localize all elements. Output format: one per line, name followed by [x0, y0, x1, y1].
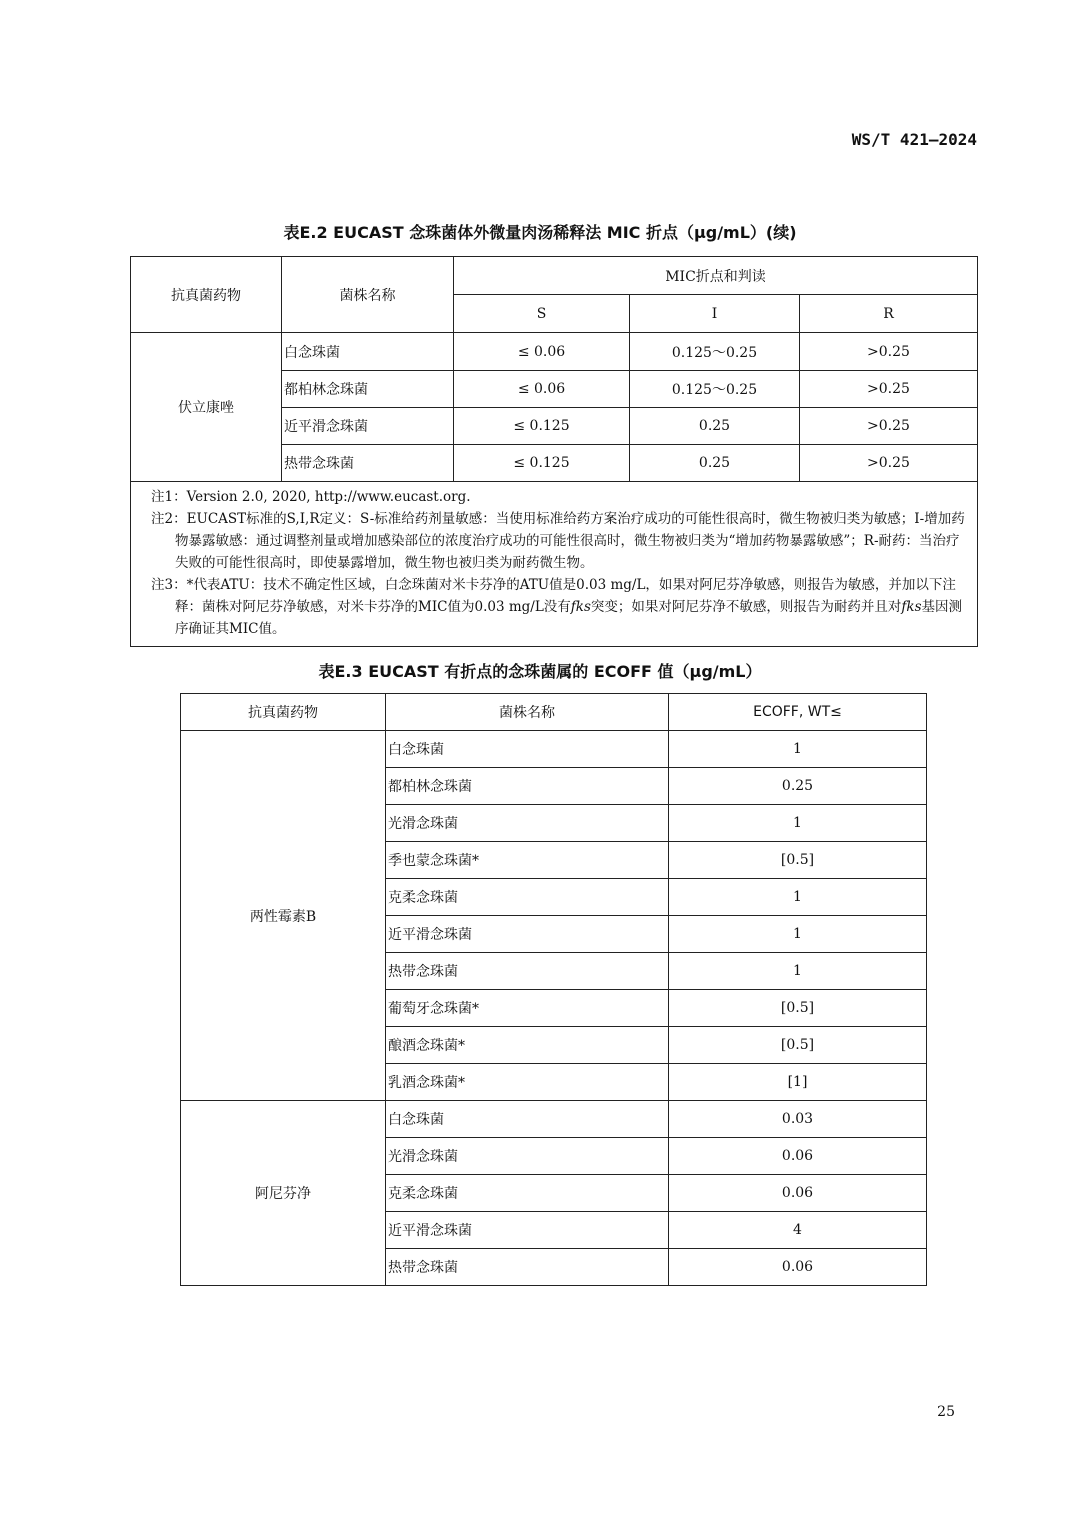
strain-name: 克柔念珠菌 — [386, 1175, 669, 1212]
drug-name: 两性霉素B — [181, 731, 386, 1101]
s-value: ≤ 0.125 — [454, 445, 630, 482]
strain-name: 都柏林念珠菌 — [386, 768, 669, 805]
r-value: >0.25 — [800, 371, 978, 408]
header-drug: 抗真菌药物 — [131, 257, 282, 333]
i-value: 0.125～0.25 — [630, 371, 800, 408]
ecoff-value: [0.5] — [669, 842, 927, 879]
table-e2 — [130, 256, 978, 647]
ecoff-value: 0.25 — [669, 768, 927, 805]
s-value: ≤ 0.06 — [454, 333, 630, 371]
drug-name: 阿尼芬净 — [181, 1101, 386, 1286]
note-3-part-a: 注3：*代表ATU：技术不确定性区域，白念珠菌对米卡芬净的ATU值是0.03 mg/L，如果对阿尼芬净敏感，则报告为敏感，并加以下注释：菌株对阿尼芬净敏感，对米卡芬净的MIC值为0.03 mg/L没有 — [151, 577, 956, 615]
header-r: R — [800, 295, 978, 333]
ecoff-value: [0.5] — [669, 1027, 927, 1064]
header-drug: 抗真菌药物 — [181, 694, 386, 731]
strain-name: 光滑念珠菌 — [386, 805, 669, 842]
strain-name: 近平滑念珠菌 — [386, 1212, 669, 1249]
note-3-part-b: 突变；如果对阿尼芬净不敏感，则报告为耐药并且对 — [590, 599, 902, 615]
strain-name: 热带念珠菌 — [386, 953, 669, 990]
i-value: 0.25 — [630, 408, 800, 445]
header-s: S — [454, 295, 630, 333]
ecoff-value: 0.06 — [669, 1138, 927, 1175]
strain-name: 近平滑念珠菌 — [386, 916, 669, 953]
strain-name: 葡萄牙念珠菌* — [386, 990, 669, 1027]
r-value: >0.25 — [800, 408, 978, 445]
header-ecoff: ECOFF, WT≤ — [669, 694, 927, 731]
ecoff-value: 1 — [669, 805, 927, 842]
strain-name: 光滑念珠菌 — [386, 1138, 669, 1175]
document-code: WS/T 421—2024 — [851, 130, 977, 149]
table-e3-caption: 表E.3 EUCAST 有折点的念珠菌属的 ECOFF 值（μg/mL） — [318, 662, 762, 681]
ecoff-value: 1 — [669, 731, 927, 768]
strain-name: 近平滑念珠菌 — [282, 408, 454, 445]
i-value: 0.125～0.25 — [630, 333, 800, 371]
table-row — [131, 333, 978, 371]
note-3-part-c: 基因测序确证其MIC值。 — [175, 599, 963, 637]
header-strain: 菌株名称 — [386, 694, 669, 731]
s-value: ≤ 0.06 — [454, 371, 630, 408]
note-1: 注1：Version 2.0, 2020, http://www.eucast.org. — [151, 489, 471, 505]
strain-name: 酿酒念珠菌* — [386, 1027, 669, 1064]
table-row — [181, 1101, 927, 1138]
ecoff-value: 1 — [669, 916, 927, 953]
ecoff-value: [1] — [669, 1064, 927, 1101]
strain-name: 热带念珠菌 — [386, 1249, 669, 1286]
ecoff-value: 1 — [669, 879, 927, 916]
ecoff-value: 0.03 — [669, 1101, 927, 1138]
strain-name: 白念珠菌 — [386, 1101, 669, 1138]
ecoff-value: 0.06 — [669, 1175, 927, 1212]
page-number: 25 — [937, 1404, 955, 1420]
table-e3 — [180, 693, 927, 1286]
strain-name: 乳酒念珠菌* — [386, 1064, 669, 1101]
r-value: >0.25 — [800, 333, 978, 371]
r-value: >0.25 — [800, 445, 978, 482]
ecoff-value: 4 — [669, 1212, 927, 1249]
table-e2-caption: 表E.2 EUCAST 念珠菌体外微量肉汤稀释法 MIC 折点（μg/mL）(续) — [283, 223, 797, 242]
note-3-fks-2: fks — [901, 599, 922, 615]
note-3 — [151, 574, 971, 640]
header-mic: MIC折点和判读 — [454, 257, 978, 295]
notes-cell — [131, 482, 978, 647]
note-3-fks: fks — [570, 599, 591, 615]
header-strain: 菌株名称 — [282, 257, 454, 333]
strain-name: 季也蒙念珠菌* — [386, 842, 669, 879]
strain-name: 白念珠菌 — [386, 731, 669, 768]
strain-name: 白念珠菌 — [282, 333, 454, 371]
i-value: 0.25 — [630, 445, 800, 482]
header-i: I — [630, 295, 800, 333]
s-value: ≤ 0.125 — [454, 408, 630, 445]
ecoff-value: 1 — [669, 953, 927, 990]
strain-name: 都柏林念珠菌 — [282, 371, 454, 408]
table-row — [181, 731, 927, 768]
note-2: 注2：EUCAST标准的S,I,R定义：S-标准给药剂量敏感：当使用标准给药方案治疗成功的可能性很高时，微生物被归类为敏感；I-增加药物暴露敏感：通过调整剂量或增加感染部位的浓度治疗成功的可能性很高时，微生物被归类为“增加药物暴露敏感”；R-耐药：当治疗失败的可能性很高时，即使暴露增加，微生物也被归类为耐药微生物。 — [151, 511, 965, 571]
strain-name: 热带念珠菌 — [282, 445, 454, 482]
strain-name: 克柔念珠菌 — [386, 879, 669, 916]
notes-row — [131, 482, 978, 647]
ecoff-value: [0.5] — [669, 990, 927, 1027]
ecoff-value: 0.06 — [669, 1249, 927, 1286]
drug-name: 伏立康唑 — [131, 333, 282, 482]
